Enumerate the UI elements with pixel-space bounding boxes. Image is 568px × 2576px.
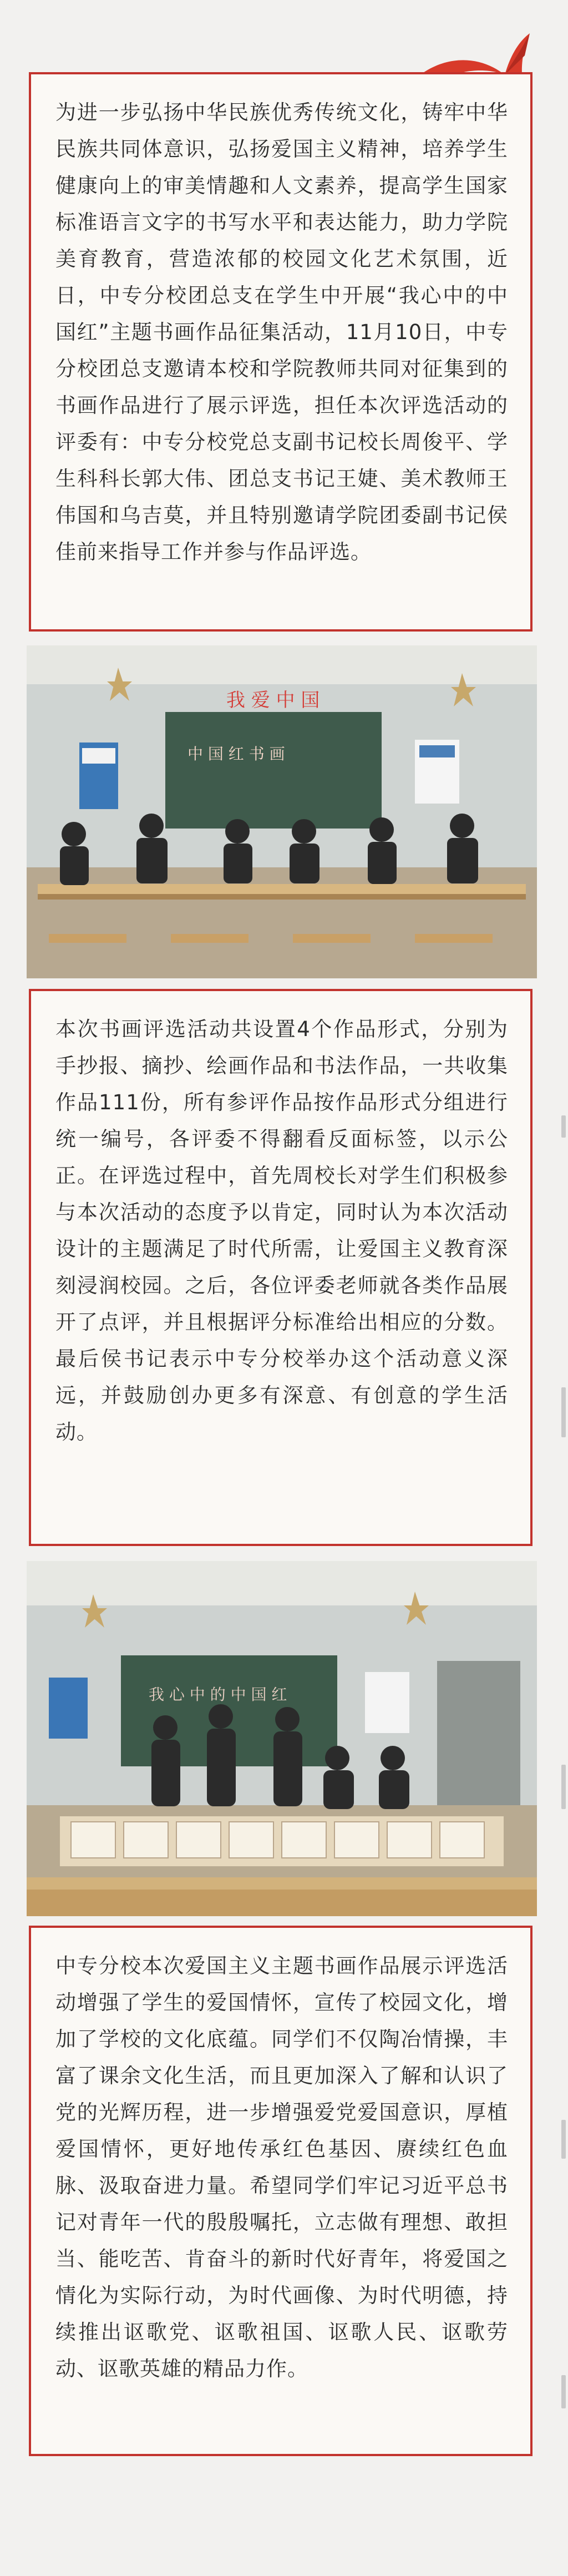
svg-text:我 心 中 的 中 国 红: 我 心 中 的 中 国 红	[149, 1685, 287, 1704]
right-edge-mark	[561, 2120, 566, 2159]
svg-text:我 爱 中 国: 我 爱 中 国	[226, 689, 320, 711]
right-edge-mark	[561, 1387, 566, 1437]
conclusion-paragraph: 中专分校本次爱国主义主题书画作品展示评选活动增强了学生的爱国情怀，宣传了校园文化，增加了学校的文化底蕴。同学们不仅陶冶情操，丰富了课余文化生活，而且更加深入了解和认识了党的光辉历程，进一步增强爱党爱国意识，厚植爱国情怀，更好地传承红色基因、赓续红色血脉、汲取奋进力量。希望同学们牢记习近平总书记对青年一代的殷殷嘱托，立志做有理想、敢担当、能吃苦、肯奋斗的新时代好青年，将爱国之情化为实际行动，为时代画像、为时代明德，持续推出讴歌党、讴歌祖国、讴歌人民、讴歌劳动、讴歌英雄的精品力作。	[55, 1954, 508, 2381]
right-edge-mark	[561, 1115, 566, 1138]
intro-paragraph: 为进一步弘扬中华民族优秀传统文化，铸牢中华民族共同体意识，弘扬爱国主义精神，培养学生健康向上的审美情趣和人文素养，提高学生国家标准语言文字的书写水平和表达能力，助力学院美育教育，营造浓郁的校园文化艺术氛围，近日，中专分校团总支在学生中开展“我心中的中国红”主题书画作品征集活动，11月10日，中专分校团总支邀请本校和学院教师共同对征集到的书画作品进行了展示评选，担任本次评选活动的评委有：中专分校党总支副书记校长周俊平、学生科科长郭大伟、团总支书记王婕、美术教师王伟国和乌吉莫，并且特别邀请学院团委副书记侯佳前来指导工作并参与作品评选。	[55, 100, 508, 564]
conclusion-paragraph-box	[29, 1926, 532, 2456]
svg-text:中 国 红 书 画: 中 国 红 书 画	[187, 745, 285, 763]
judges-seated-photo	[27, 645, 537, 978]
judges-reviewing-photo	[27, 1561, 537, 1916]
right-edge-mark	[561, 2375, 566, 2408]
process-paragraph: 本次书画评选活动共设置4个作品形式，分别为手抄报、摘抄、绘画作品和书法作品，一共收集作品111份，所有参评作品按作品形式分组进行统一编号，各评委不得翻看反面标签，以示公正。在评选过程中，首先周校长对学生们积极参与本次活动的态度予以肯定，同时认为本次活动设计的主题满足了时代所需，让爱国主义教育深刻浸润校园。之后，各位评委老师就各类作品展开了点评，并且根据评分标准给出相应的分数。最后侯书记表示中专分校举办这个活动意义深远，并鼓励创办更多有深意、有创意的学生活动。	[55, 1017, 508, 1444]
right-edge-mark	[561, 1765, 566, 1809]
process-paragraph-box	[29, 989, 532, 1546]
intro-paragraph-box	[29, 72, 532, 632]
